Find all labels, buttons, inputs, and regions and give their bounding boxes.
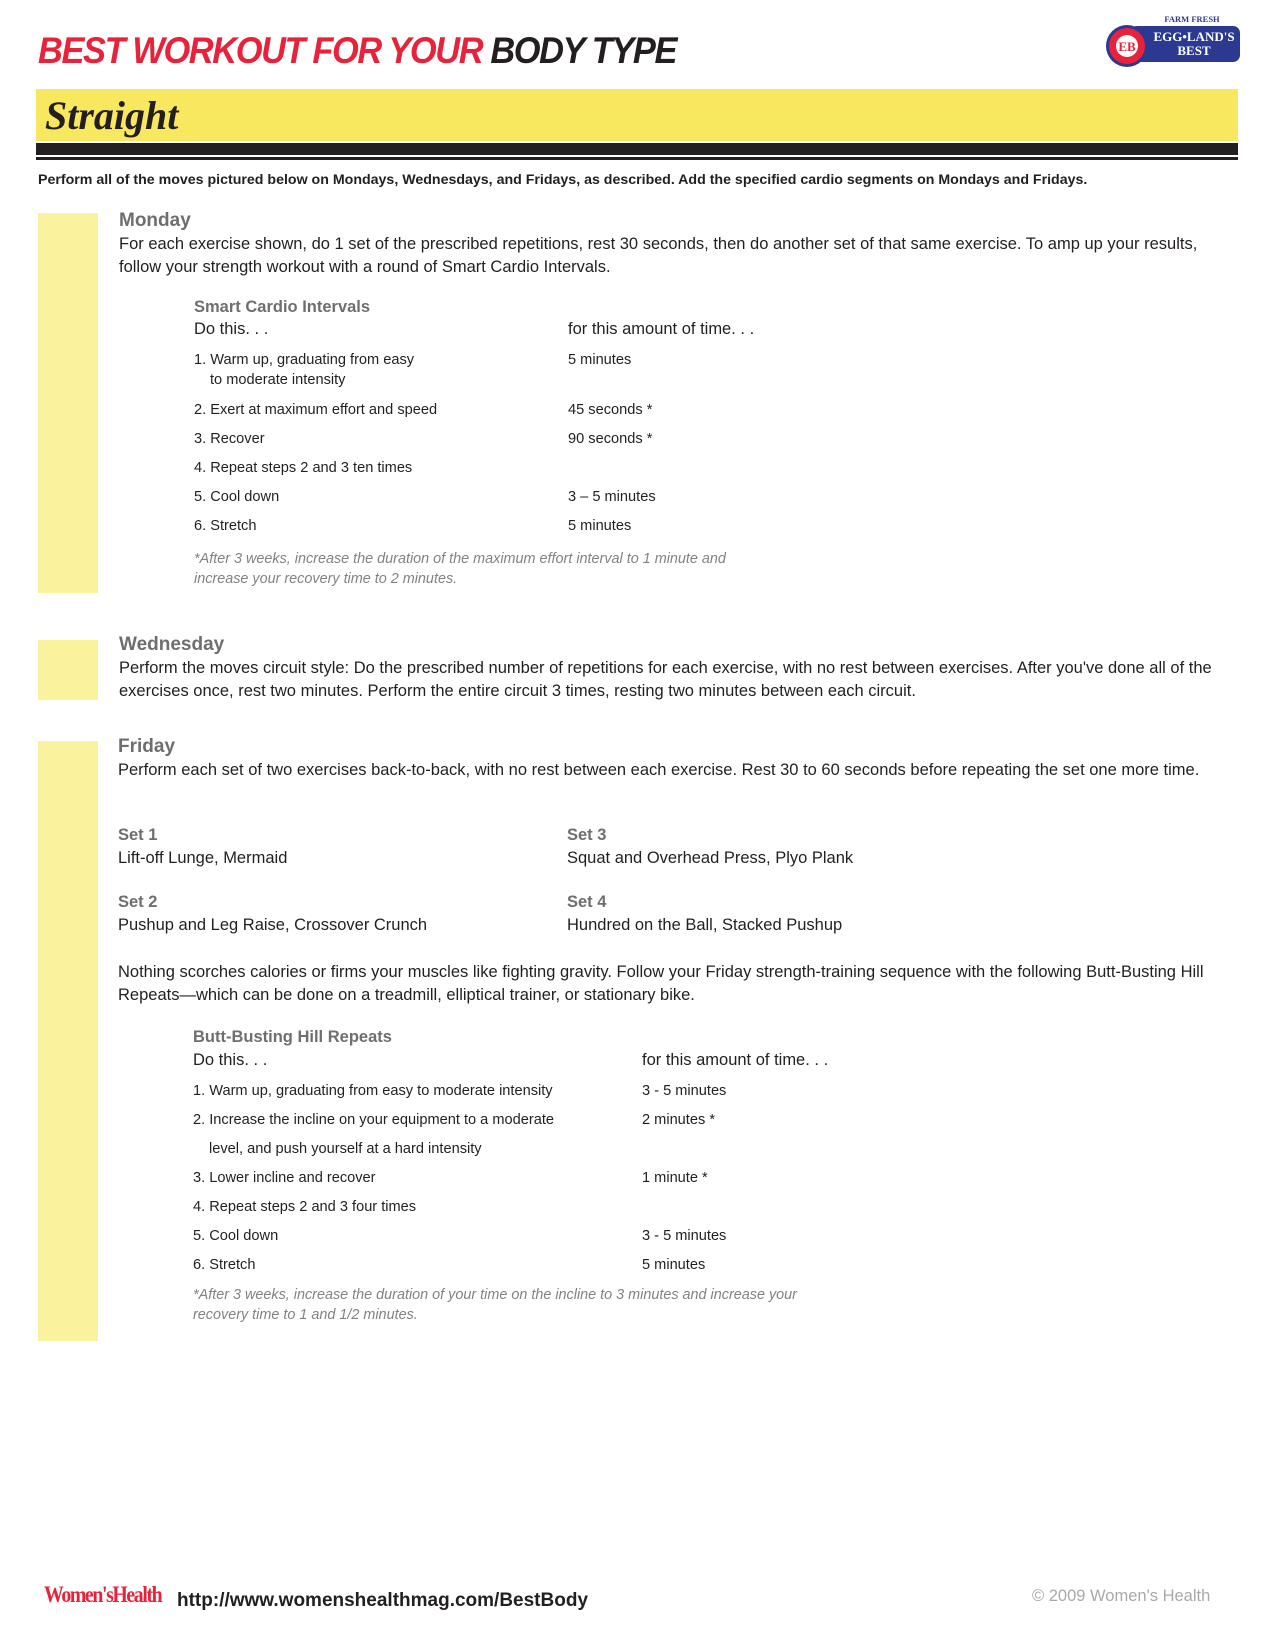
set-3-title: Set 3 (567, 826, 607, 844)
friday-side-bar (38, 741, 98, 1341)
set-2-items: Pushup and Leg Raise, Crossover Crunch (118, 916, 428, 934)
hill-note-line1: *After 3 weeks, increase the duration of your time on the incline to 3 minutes and increase your (193, 1287, 797, 1303)
womens-health-logo: Women'sHealth (44, 1582, 162, 1607)
intervals-note-line2: increase your recovery time to 2 minutes. (194, 571, 458, 587)
footer-url-link[interactable]: http://www.womenshealthmag.com/BestBody (177, 1590, 589, 1611)
set-1-items: Lift-off Lunge, Mermaid (118, 849, 288, 867)
intervals-row-6-step: 6. Stretch (194, 518, 257, 534)
wednesday-body: Perform the moves circuit style: Do the prescribed number of repetitions for each exercise, with no rest between exercises. After you've done all of the exercises once, rest two minutes. Perform the entire circuit 3 times, resting two minutes between each circuit. (119, 659, 1212, 700)
set-3-items: Squat and Overhead Press, Plyo Plank (567, 849, 854, 867)
intervals-row-3-step: 3. Recover (194, 431, 265, 447)
header-rule-thin (36, 157, 1238, 160)
title-dark-part: BODY TYPE (490, 30, 677, 71)
hill-row-3-step: 3. Lower incline and recover (193, 1170, 376, 1186)
set-4-items: Hundred on the Ball, Stacked Pushup (567, 916, 843, 934)
monday-body: For each exercise shown, do 1 set of the prescribed repetitions, rest 30 seconds, then do another set of that same exercise. To amp up your results, follow your strength workout with a round of Smart Cardio Intervals. (119, 235, 1198, 276)
hill-row-2-step-cont: level, and push yourself at a hard intensity (209, 1141, 482, 1157)
hill-row-4-step: 4. Repeat steps 2 and 3 four times (193, 1199, 417, 1215)
intervals-row-2-step: 2. Exert at maximum effort and speed (194, 402, 438, 418)
hill-row-2-step: 2. Increase the incline on your equipment to a moderate (193, 1112, 555, 1128)
logo-line2: BEST (1177, 43, 1211, 58)
intervals-row-4-step: 4. Repeat steps 2 and 3 ten times (194, 460, 413, 476)
hill-col-do: Do this. . . (193, 1051, 268, 1069)
intro-text: Perform all of the moves pictured below on Mondays, Wednesdays, and Fridays, as described. Add the specified cardio segments on Mondays and Fridays. (38, 172, 1088, 188)
friday-title: Friday (118, 736, 176, 757)
set-2-title: Set 2 (118, 893, 158, 911)
wednesday-side-bar (38, 640, 98, 700)
set-1-title: Set 1 (118, 826, 158, 844)
hill-col-time: for this amount of time. . . (642, 1051, 829, 1069)
hill-row-2-time: 2 minutes * (642, 1112, 716, 1128)
intervals-row-1-step-cont: to moderate intensity (210, 372, 346, 388)
hill-row-3-time: 1 minute * (642, 1170, 708, 1186)
intervals-row-5-step: 5. Cool down (194, 489, 280, 505)
body-type-band (36, 89, 1238, 141)
hill-row-5-step: 5. Cool down (193, 1228, 279, 1244)
monday-side-bar (38, 213, 98, 593)
logo-line1: EGG•LAND'S (1153, 29, 1235, 44)
body-type-title: Straight (45, 93, 179, 138)
logo-seal-text: EB (1118, 39, 1136, 54)
hill-row-6-time: 5 minutes (642, 1257, 706, 1273)
hill-row-5-time: 3 - 5 minutes (642, 1228, 727, 1244)
title-red-part: BEST WORKOUT FOR YOUR (38, 30, 483, 71)
intervals-col-time: for this amount of time. . . (568, 320, 755, 338)
intervals-note-line1: *After 3 weeks, increase the duration of the maximum effort interval to 1 minute and (194, 551, 726, 567)
page-title (38, 30, 676, 72)
intervals-row-1-step: 1. Warm up, graduating from easy (194, 352, 415, 368)
hill-row-6-step: 6. Stretch (193, 1257, 256, 1273)
set-4-title: Set 4 (567, 893, 607, 911)
intervals-row-6-time: 5 minutes (568, 518, 632, 534)
hill-intro: Nothing scorches calories or firms your muscles like fighting gravity. Follow your Friday strength-training sequence with the following Butt-Busting Hill Repeats—which can be done on a treadmill, elliptical trainer, or stationary bike. (118, 963, 1204, 1004)
egglands-best-logo-graphic (1100, 12, 1242, 68)
intervals-row-3-time: 90 seconds * (568, 431, 653, 447)
intervals-row-1-time: 5 minutes (568, 352, 632, 368)
copyright-text: © 2009 Women's Health (1032, 1587, 1211, 1605)
intervals-row-2-time: 45 seconds * (568, 402, 653, 418)
intervals-col-do: Do this. . . (194, 320, 269, 338)
egglands-best-logo (1100, 12, 1242, 68)
header-rule-thick (36, 143, 1238, 155)
hill-note-line2: recovery time to 1 and 1/2 minutes. (193, 1307, 418, 1323)
logo-top-text: FARM FRESH (1164, 14, 1220, 24)
hill-row-1-step: 1. Warm up, graduating from easy to moderate intensity (193, 1083, 553, 1099)
friday-body: Perform each set of two exercises back-to-back, with no rest between each exercise. Rest 30 to 60 seconds before repeating the set one more time. (118, 761, 1200, 779)
intervals-row-5-time: 3 – 5 minutes (568, 489, 656, 505)
hill-title: Butt-Busting Hill Repeats (193, 1028, 392, 1046)
wednesday-title: Wednesday (119, 634, 225, 655)
monday-title: Monday (119, 210, 191, 231)
intervals-title: Smart Cardio Intervals (194, 298, 371, 316)
hill-row-1-time: 3 - 5 minutes (642, 1083, 727, 1099)
